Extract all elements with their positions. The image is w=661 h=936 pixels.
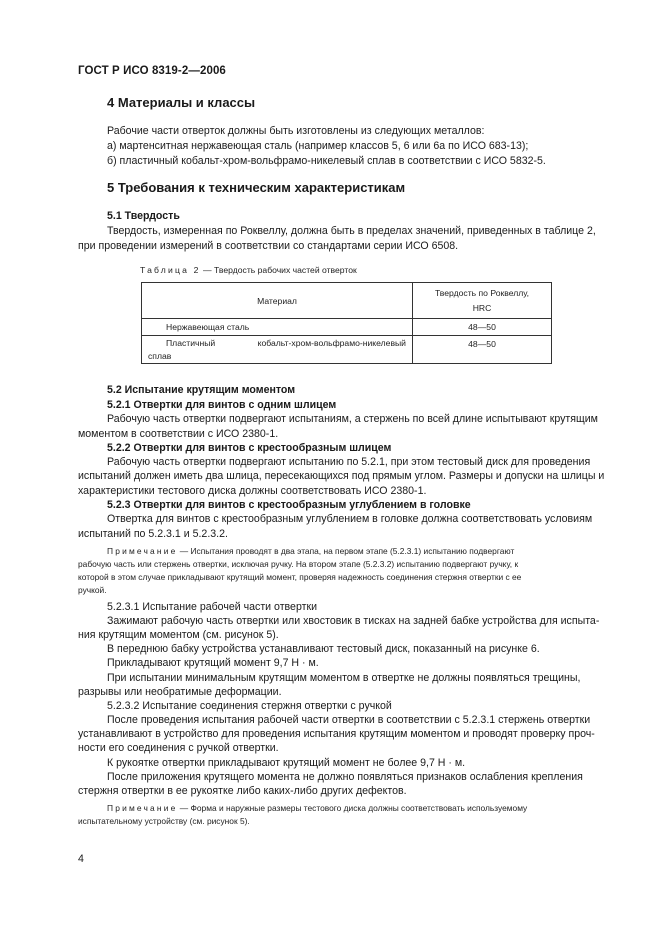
subsection-5-2-3-line2: испытаний по 5.2.3.1 и 5.2.3.2.: [78, 528, 228, 540]
note-1-label: Примечание: [107, 546, 178, 556]
subsection-5-2-3-2-line3: ности его соединения с ручкой отвертки.: [78, 742, 279, 754]
subsection-5-2-2-line3: характеристики тестового диска должны соответствовать ИСО 2380-1.: [78, 485, 427, 497]
subsection-5-2-3-1-line4: Прикладывают крутящий момент 9,7 Н · м.: [107, 657, 319, 669]
table-row: [142, 319, 552, 336]
table-cell-material: [142, 336, 413, 364]
subsection-5-2-3-1-title: 5.2.3.1 Испытание рабочей части отвертки: [107, 601, 318, 613]
subsection-5-2-title: 5.2 Испытание крутящим моментом: [107, 384, 296, 396]
section-5-heading: 5 Требования к техническим характеристикам: [107, 180, 406, 195]
table-row: [142, 336, 552, 364]
standard-designation: ГОСТ Р ИСО 8319-2—2006: [78, 65, 226, 77]
note-1-line2: рабочую часть или стержень отвертки, исключая ручку. На втором этапе (5.2.3.2) испытанию подвергают ручку, к: [78, 559, 519, 569]
table-header-material: Материал: [142, 283, 413, 319]
subsection-5-2-1-line2: моментом в соответствии с ИСО 2380-1.: [78, 428, 279, 440]
section-4-item-b: б) пластичный кобальт-хром-вольфрамо-никелевый сплав в соответствии с ИСО 5832-5.: [107, 155, 546, 167]
subsection-5-2-3-1-line3: В переднюю бабку устройства устанавливают тестовый диск, показанный на рисунке 6.: [107, 643, 540, 655]
subsection-5-2-3-2-line5: После приложения крутящего момента не должно появляться признаков ослабления крепления: [107, 771, 583, 783]
subsection-5-2-2-title: 5.2.2 Отвертки для винтов с крестообразным шлицем: [107, 442, 392, 454]
subsection-5-2-3-1-line2: ния крутящим моментом (см. рисунок 5).: [78, 629, 279, 641]
section-4-heading: 4 Материалы и классы: [107, 95, 256, 110]
table-caption-number: Таблица 2: [140, 265, 201, 275]
subsection-5-2-3-2-line6: стержня отвертки в ее рукоятке либо каких-либо других дефектов.: [78, 785, 407, 797]
note-2-line1: [78, 802, 617, 815]
subsection-5-2-3-line1: Отвертка для винтов с крестообразным углублением в головке должна соответствовать условиям: [107, 513, 593, 525]
table-header-hardness: [413, 283, 552, 319]
subsection-5-2-3-title: 5.2.3 Отвертки для винтов с крестообразным углублением в головке: [107, 499, 471, 511]
subsection-5-2-3-2-title: 5.2.3.2 Испытание соединения стержня отвертки с ручкой: [107, 700, 392, 712]
page-number: 4: [78, 853, 84, 865]
subsection-5-2-3-2-line2: устанавливают в устройство для проведения испытания крутящим моментом и проводят проверку проч-: [78, 728, 595, 740]
table-cell-material-line1: Пластичный кобальт-хром-вольфрамо-никелевый: [166, 338, 406, 348]
note-2-line2: испытательному устройству (см. рисунок 5).: [78, 816, 250, 826]
subsection-5-2-2-line2: испытаний должен иметь два шлица, пересекающихся под прямым углом. Размеры и допуски на шлицы и: [78, 470, 605, 482]
subsection-5-2-1-title: 5.2.1 Отвертки для винтов с одним шлицем: [107, 399, 337, 411]
note-2-label: Примечание: [107, 803, 178, 813]
subsection-5-2-3-1-line6: разрывы или необратимые деформации.: [78, 686, 282, 698]
subsection-5-2-3-2-line1: После проведения испытания рабочей части отвертки в соответствии с 5.2.3.1 стержень отвертки: [107, 714, 591, 726]
hardness-table: [141, 282, 552, 364]
table-cell-hardness: 48—50: [413, 336, 552, 364]
section-4-item-a: а) мартенситная нержавеющая сталь (например классов 5, 6 или 6а по ИСО 683-13);: [107, 140, 529, 152]
subsection-5-2-2-line1: Рабочую часть отвертки подвергают испытанию по 5.2.1, при этом тестовый диск для проведения: [107, 456, 591, 468]
subsection-5-1-title: 5.1 Твердость: [107, 210, 180, 222]
table-caption: [140, 265, 357, 275]
table-caption-title: — Твердость рабочих частей отверток: [200, 265, 357, 275]
note-1-text: — Испытания проводят в два этапа, на первом этапе (5.2.3.1) испытанию подвергают: [177, 546, 515, 556]
subsection-5-2-3-2-line4: К рукоятке отвертки прикладывают крутящий момент не более 9,7 Н · м.: [107, 757, 466, 769]
table-header-hardness-unit: HRC: [472, 302, 492, 313]
note-1-line3: которой в этом случае прикладывают крутящий момент, проверяя надежность соединения стержня отвертки с ее: [78, 572, 522, 582]
note-2-text: — Форма и наружные размеры тестового диска должны соответствовать используемому: [177, 803, 528, 813]
subsection-5-2-3-1-line5: При испытании минимальным крутящим моментом в отвертке не должны появляться трещины,: [107, 672, 581, 684]
subsection-5-1-line1: Твердость, измеренная по Роквеллу, должна быть в пределах значений, приведенных в таблице 2,: [107, 225, 596, 237]
note-1-line4: ручкой.: [78, 585, 107, 595]
table-header-hardness-line1: Твердость по Роквеллу,: [434, 287, 530, 298]
table-cell-material-line2: сплав: [148, 351, 172, 361]
subsection-5-1-line2: при проведении измерений в соответствии со стандартами серии ИСО 6508.: [78, 240, 459, 252]
table-cell-material: Нержавеющая сталь: [142, 319, 413, 336]
table-cell-hardness: 48—50: [413, 319, 552, 336]
note-1-line1: [78, 545, 617, 558]
table-header-row: [142, 283, 552, 319]
subsection-5-2-3-1-line1: Зажимают рабочую часть отвертки или хвостовик в тисках на задней бабке устройства для испыта-: [107, 615, 600, 627]
section-4-intro: Рабочие части отверток должны быть изготовлены из следующих металлов:: [107, 125, 485, 137]
subsection-5-2-1-line1: Рабочую часть отвертки подвергают испытаниям, а стержень по всей длине испытывают крутящим: [107, 413, 598, 425]
